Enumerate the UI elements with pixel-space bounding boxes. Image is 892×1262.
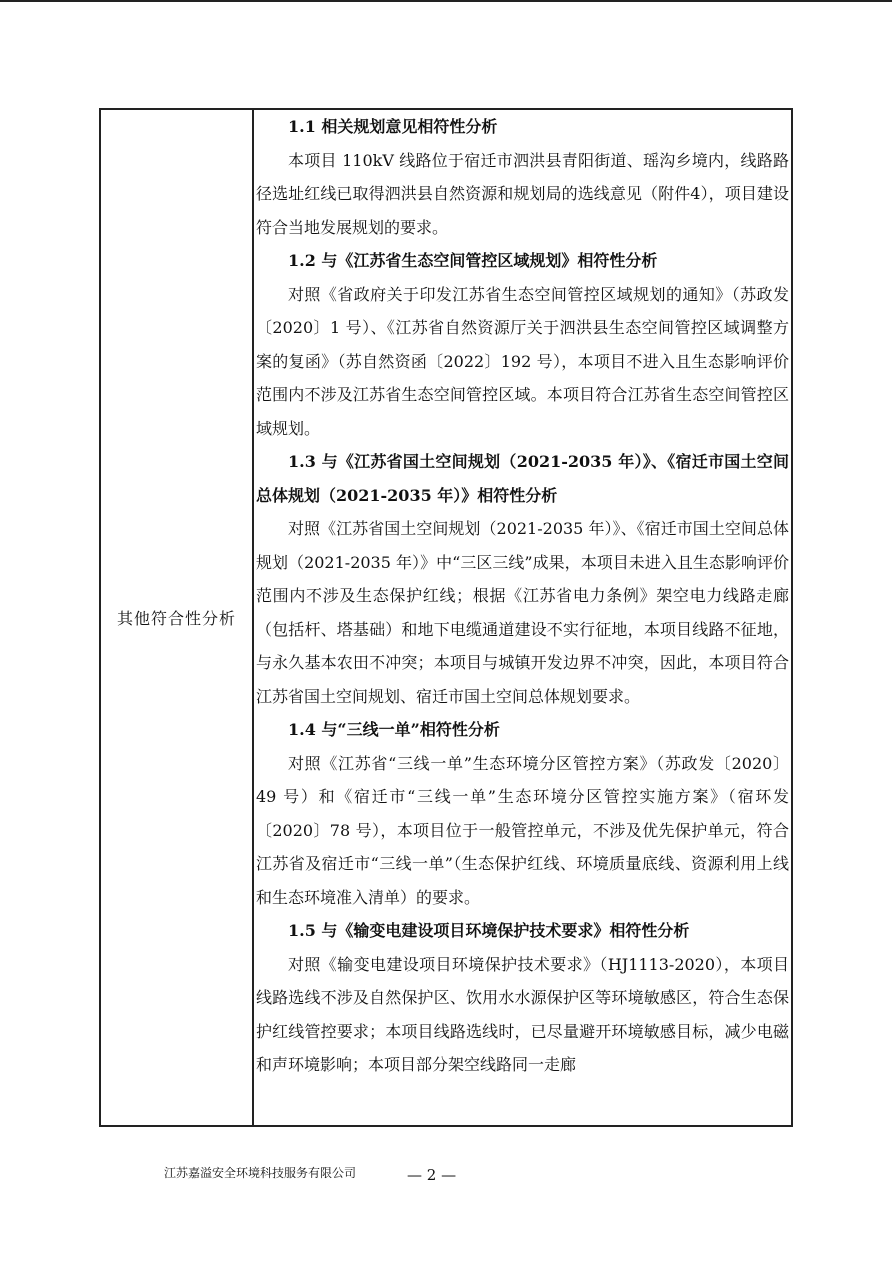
section-body-1-5: 对照《输变电建设项目环境保护技术要求》（HJ1113-2020），本项目线路选线不涉及自然保护区、饮用水水源保护区等环境敏感区，符合生态保护红线管控要求；本项目线路选线时，已尽量避开环境敏感目标，减少电磁和声环境影响；本项目部分架空线路同一走廊 [256, 954, 789, 1074]
analysis-content [256, 110, 789, 1082]
section-body-1-1: 本项目 110kV 线路位于宿迁市泗洪县青阳街道、瑶沟乡境内，线路路径选址红线已取得泗洪县自然资源和规划局的选线意见（附件4），项目建设符合当地发展规划的要求。 [256, 150, 789, 237]
footer-company-name: 江苏嘉溢安全环境科技服务有限公司 [164, 1166, 357, 1180]
section-body-1-3: 对照《江苏省国土空间规划（2021-2035 年）》、《宿迁市国土空间总体规划（2021-2035 年）》中“三区三线”成果，本项目未进入且生态影响评价范围内不涉及生态保护红线；根据《江苏省电力条例》架空电力线路走廊（包括杆、塔基础）和地下电缆通道建设不实行征地，本项目线路不征地，与永久基本农田不冲突；本项目与城镇开发边界不冲突，因此，本项目符合江苏省国土空间规划、宿迁市国土空间总体规划要求。 [256, 519, 789, 706]
section-heading-1-2: 1.2 与《江苏省生态空间管控区域规划》相符性分析 [288, 251, 658, 270]
top-rule [0, 0, 892, 2]
section-heading-1-3: 1.3 与《江苏省国土空间规划（2021-2035 年）》、《宿迁市国土空间总体规划（2021-2035 年）》相符性分析 [256, 452, 789, 505]
column-divider [252, 110, 254, 1125]
compliance-table [99, 108, 793, 1127]
page-number: — 2 — [407, 1166, 457, 1184]
section-body-1-2: 对照《省政府关于印发江苏省生态空间管控区域规划的通知》（苏政发〔2020〕1 号）、《江苏省自然资源厅关于泗洪县生态空间管控区域调整方案的复函》（苏自然资函〔2022〕192 号），本项目不进入且生态影响评价范围内不涉及江苏省生态空间管控区域。本项目符合江苏省生态空间管控区域规划。 [256, 284, 789, 438]
section-heading-1-4: 1.4 与“三线一单”相符性分析 [288, 720, 500, 739]
section-body-1-4: 对照《江苏省“三线一单”生态环境分区管控方案》（苏政发〔2020〕49 号）和《宿迁市“三线一单”生态环境分区管控实施方案》（宿环发〔2020〕78 号），本项目位于一般管控单元，不涉及优先保护单元，符合江苏省及宿迁市“三线一单”（生态保护红线、环境质量底线、资源利用上线和生态环境准入清单）的要求。 [256, 753, 789, 907]
section-heading-1-5: 1.5 与《输变电建设项目环境保护技术要求》相符性分析 [288, 921, 690, 940]
section-heading-1-1: 1.1 相关规划意见相符性分析 [288, 117, 498, 136]
row-label-cell [101, 110, 252, 1125]
row-label: 其他符合性分析 [116, 609, 236, 628]
